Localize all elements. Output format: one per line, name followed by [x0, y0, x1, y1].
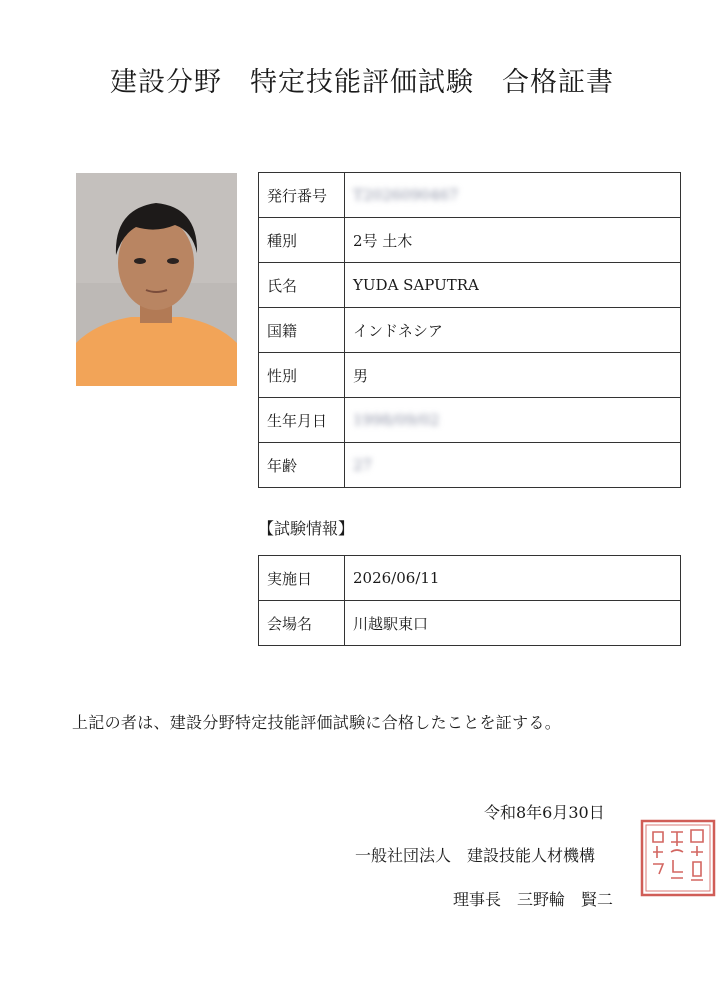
applicant-info-value: 男: [345, 353, 681, 398]
applicant-info-label: 生年月日: [259, 398, 345, 443]
issue-date: 令和8年6月30日: [484, 803, 605, 822]
exam-info-label: 会場名: [259, 601, 345, 646]
applicant-photo: [76, 173, 237, 386]
exam-info-label: 実施日: [259, 556, 345, 601]
applicant-info-label: 国籍: [259, 308, 345, 353]
applicant-info-value: 27: [345, 443, 681, 488]
applicant-info-table: [258, 172, 681, 488]
applicant-info-label: 発行番号: [259, 173, 345, 218]
applicant-info-value: YUDA SAPUTRA: [345, 263, 681, 308]
applicant-info-row: [259, 353, 681, 398]
exam-info-heading: 【試験情報】: [258, 519, 355, 538]
applicant-info-row: [259, 263, 681, 308]
official-seal: [639, 818, 717, 898]
applicant-info-row: [259, 443, 681, 488]
applicant-info-row: [259, 173, 681, 218]
certification-statement: 上記の者は、建設分野特定技能評価試験に合格したことを証する。: [72, 713, 562, 732]
applicant-info-value: T2026090467: [345, 173, 681, 218]
applicant-info-value: インドネシア: [345, 308, 681, 353]
certificate-title: 建設分野 特定技能評価試験 合格証書: [110, 67, 614, 98]
chairman-name: 理事長 三野輪 賢二: [453, 890, 614, 909]
applicant-info-label: 年齢: [259, 443, 345, 488]
issuing-organization: 一般社団法人 建設技能人材機構: [355, 846, 596, 865]
applicant-info-label: 氏名: [259, 263, 345, 308]
exam-info-row: [259, 556, 681, 601]
applicant-info-label: 性別: [259, 353, 345, 398]
exam-info-table: [258, 555, 681, 646]
applicant-info-value: 1998/09/02: [345, 398, 681, 443]
exam-info-value: 2026/06/11: [345, 556, 681, 601]
applicant-info-row: [259, 308, 681, 353]
applicant-info-row: [259, 218, 681, 263]
applicant-info-label: 種別: [259, 218, 345, 263]
exam-info-value: 川越駅東口: [345, 601, 681, 646]
exam-info-row: [259, 601, 681, 646]
applicant-info-row: [259, 398, 681, 443]
applicant-info-value: 2号 土木: [345, 218, 681, 263]
